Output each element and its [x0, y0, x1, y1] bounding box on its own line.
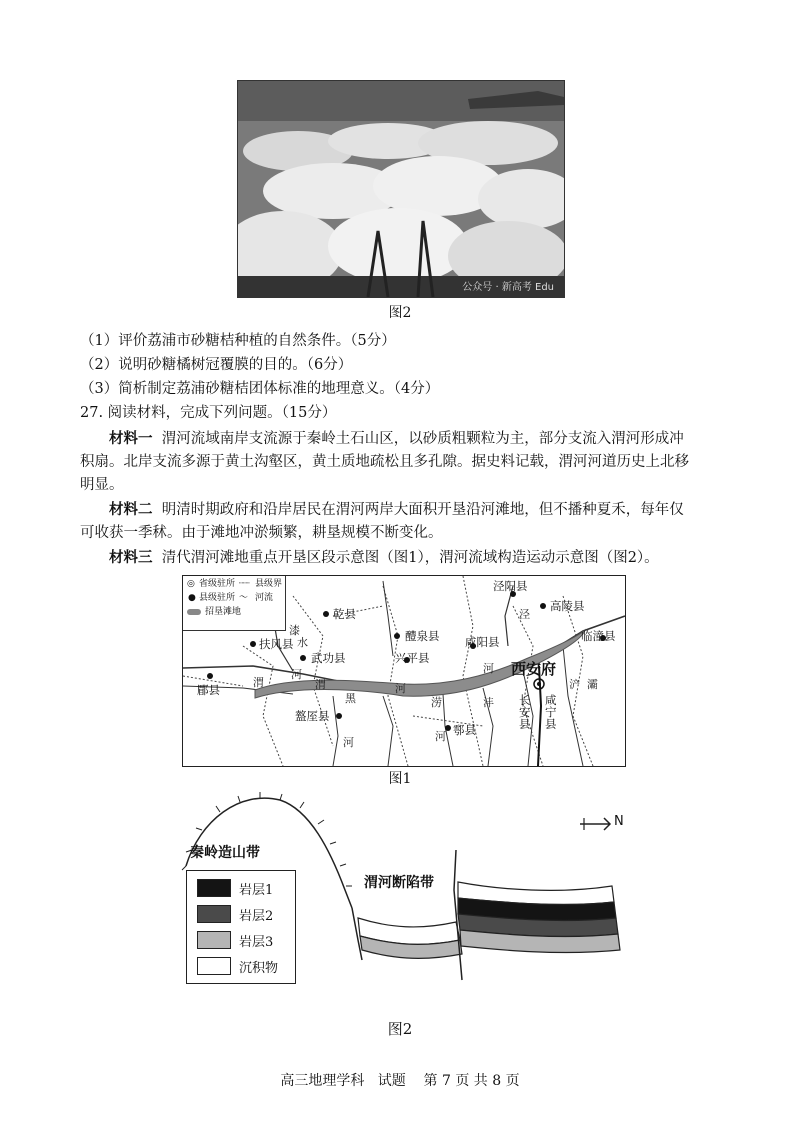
label-xingping: 兴平县 [395, 651, 430, 665]
river-char-hei: 黑 [345, 692, 356, 705]
legend-provincial: 省级驻所 [199, 579, 236, 589]
label-fufeng: 扶风县 [259, 637, 294, 651]
page-footer [0, 1070, 800, 1090]
footer-type: 试题 [377, 1073, 406, 1089]
legend-layer1: 岩层1 [239, 883, 274, 898]
label-qian: 乾县 [333, 607, 356, 621]
river-char-wei3: 渭 [315, 678, 326, 691]
q27-header: 27. 阅读材料，完成下列问题。（15分） [80, 405, 337, 421]
river-char-jing: 泾 [519, 608, 530, 621]
river-char-he: 河 [435, 730, 446, 743]
label-wugong: 武功县 [311, 651, 346, 665]
material1-line1 [80, 428, 740, 450]
river-char-lao: 涝 [431, 696, 442, 709]
river-char-shui: 水 [297, 636, 308, 649]
river-char-wei4: 河 [395, 682, 406, 695]
q26-sub1: （1）评价荔浦市砂糖桔种植的自然条件。（5分） [80, 333, 396, 349]
qinling-label: 秦岭造山带 [190, 845, 260, 861]
north-label: N [614, 814, 624, 829]
river-char-feng: 沣 [483, 696, 494, 709]
legend-river-icon: 〜 [239, 593, 249, 603]
fig2-caption: 图2 [387, 1020, 413, 1038]
material2-text1: 明清时期政府和沿岸居民在渭河两岸大面积开垦沿河滩地，但不播种夏禾，每年仅 [161, 502, 684, 518]
map-caption: 图1 [388, 771, 412, 787]
legend-county-icon: ● [188, 593, 196, 603]
label-liquan: 醴泉县 [405, 629, 440, 643]
footer-page-info: 第 7 页 共 8 页 [423, 1073, 520, 1089]
legend-county: 县级驻所 [199, 593, 236, 603]
swatch-layer2 [197, 905, 231, 923]
tectonic-legend [186, 870, 296, 984]
river-char-ba: 灞 [587, 678, 598, 691]
weihe-graben-label: 渭河断陷带 [364, 875, 434, 891]
material1-line2: 积扇。北岸支流多源于黄土沟壑区，黄土质地疏松且多孔隙。据史料记载，渭河河道历史上北移 [80, 454, 689, 470]
river-char-he2: 河 [343, 736, 354, 749]
q26-sub2: （2）说明砂糖橘树冠覆膜的目的。（6分） [80, 357, 353, 373]
legend-sediment: 沉积物 [239, 961, 279, 976]
river-char-wei1: 渭 [253, 676, 264, 689]
material3-label: 材料三 [109, 549, 153, 566]
river-char-wei5: 河 [483, 662, 494, 675]
river-char-chan: 浐 [569, 678, 580, 691]
label-xianyang: 咸阳县 [465, 635, 500, 649]
material1-line3: 明显。 [80, 477, 124, 493]
legend-border-icon: ┈┈ [239, 579, 250, 589]
photo-caption: 图2 [388, 305, 412, 321]
label-gaoling: 高陵县 [550, 599, 585, 613]
wei-river-map [182, 575, 626, 767]
swatch-layer3 [197, 931, 231, 949]
material3-text: 清代渭河滩地重点开垦区段示意图（图1），渭河流域构造运动示意图（图2）。 [161, 550, 659, 566]
material1-label: 材料一 [109, 430, 153, 447]
orchard-photo [237, 80, 565, 298]
material3-line [80, 547, 740, 569]
material2-line2: 可收获一季秫。由于滩地冲淤频繁，耕垦规模不断变化。 [80, 525, 443, 541]
legend-river: 河流 [255, 593, 274, 603]
label-jingyang: 泾阳县 [493, 579, 528, 593]
map-legend [183, 576, 286, 631]
material2-line1 [80, 499, 740, 521]
label-xian: 西安府 [511, 660, 557, 678]
river-char-wei2: 河 [291, 668, 302, 681]
legend-border: 县级界 [255, 579, 283, 589]
photo-watermark: 公众号 · 新高考 Edu [462, 282, 554, 293]
footer-subject: 高三地理学科 [280, 1073, 365, 1089]
swatch-layer1 [197, 879, 231, 897]
label-lintong: 临潼县 [581, 629, 616, 643]
label-xianning: 咸宁县 [545, 693, 557, 731]
label-changan: 长安县 [519, 693, 531, 731]
legend-layer2: 岩层2 [239, 909, 274, 924]
label-mei: 郿县 [197, 683, 220, 697]
legend-beach-icon [187, 609, 201, 615]
river-char-qi: 漆 [289, 624, 300, 637]
material1-text1: 渭河流域南岸支流源于秦岭土石山区，以砂质粗颗粒为主，部分支流入渭河形成冲 [161, 431, 684, 447]
q26-sub3: （3）简析制定荔浦砂糖桔团体标准的地理意义。（4分） [80, 381, 440, 397]
legend-provincial-icon: ◎ [187, 579, 195, 589]
legend-layer3: 岩层3 [239, 935, 274, 950]
label-zhouzhi: 盩厔县 [295, 709, 330, 723]
label-hu: 鄠县 [453, 723, 476, 737]
swatch-sediment [197, 957, 231, 975]
orchard-photo-drawing [238, 81, 564, 297]
legend-beach: 招垦滩地 [205, 607, 242, 617]
material2-label: 材料二 [109, 501, 153, 518]
